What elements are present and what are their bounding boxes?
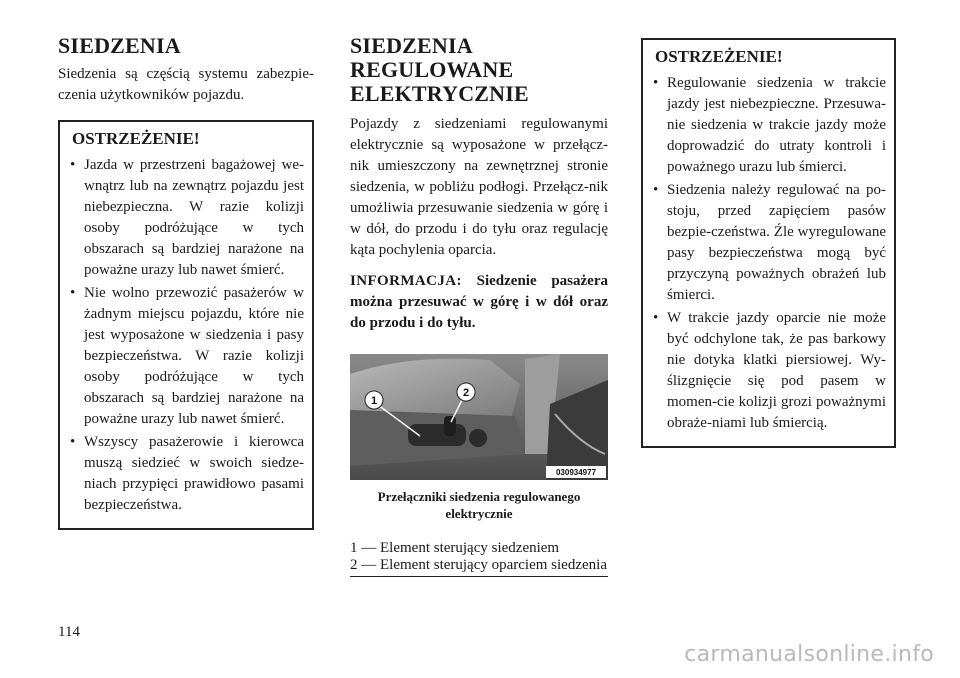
warning-title: OSTRZEŻENIE!: [72, 129, 200, 148]
info-label: INFORMACJA:: [350, 273, 462, 289]
info-text: Siedzenie pasażera można przesuwać w górę i w dół oraz do przodu i do tyłu.: [350, 273, 608, 331]
warning-box-left: [58, 120, 314, 530]
warning-item: • Siedzenia należy regulować na po-stoju, przed zapięciem pasów bezpie-czeństwa. Źle wyregulowane pasy bezpieczeństwa mogą być przyczyną poważnych obrażeń lub śmierci.: [653, 182, 886, 303]
bullet-icon: •: [653, 310, 659, 326]
photo-caption: Przełączniki siedzenia regulowanego elektrycznie: [377, 489, 581, 521]
warning-box-right: [641, 38, 896, 448]
warning-item: • Jazda w przestrzeni bagażowej we-wnątrz lub na zewnątrz pojazdu jest niebezpieczna. W razie kolizji osoby podróżujące w tych obszarach są bardziej narażone na poważne urazy lub nawet śmierć.: [70, 157, 304, 278]
bullet-icon: •: [70, 434, 76, 450]
bullet-icon: •: [653, 75, 659, 91]
warning-list: [68, 155, 304, 516]
section-title-power-seats: SIEDZENIA REGULOWANE ELEKTRYCZNIE: [350, 33, 529, 106]
left-column: [58, 34, 314, 530]
seat-illustration: [350, 354, 608, 480]
warning-list: [651, 73, 886, 434]
image-code: 030934977: [555, 468, 597, 477]
watermark: carmanualsonline.info: [684, 642, 934, 667]
bullet-icon: •: [70, 157, 76, 173]
seats-intro-text: Siedzenia są częścią systemu zabezpie-czenia użytkowników pojazdu.: [58, 66, 314, 103]
callout-1: 1: [370, 395, 378, 407]
page-number: 114: [58, 624, 80, 640]
power-seat-switch-photo: [350, 354, 608, 480]
warning-item: • Regulowanie siedzenia w trakcie jazdy jest niebezpieczne. Przesuwa-nie siedzenia w trakcie jazdy może doprowadzić do utraty kontroli i poważnego urazu lub śmierci.: [653, 75, 886, 175]
bullet-icon: •: [70, 285, 76, 301]
legend-item-1: 1 — Element sterujący siedzeniem: [350, 540, 560, 556]
callout-2: 2: [462, 387, 470, 399]
bullet-icon: •: [653, 182, 659, 198]
legend-item-2: 2 — Element sterujący oparciem siedzenia: [350, 557, 607, 573]
right-column: [641, 38, 896, 448]
warning-item: • Wszyscy pasażerowie i kierowca muszą siedzieć w swoich siedze-niach przypięci prawidłowo pasami bezpieczeństwa.: [70, 434, 304, 513]
warning-title: OSTRZEŻENIE!: [655, 47, 783, 66]
photo-legend: [350, 540, 608, 577]
info-note: [350, 271, 608, 334]
power-seats-intro-text: Pojazdy z siedzeniami regulowanymi elektrycznie są wyposażone w przełącz-nik umieszczony na zewnętrznej stronie siedzenia, w pobliżu podłogi. Przełącz-nik umożliwia przesuwanie siedzenia w górę i w dół, do przodu i do tyłu oraz regulację kąta pochylenia oparcia.: [350, 116, 608, 258]
section-title-seats: SIEDZENIA: [58, 33, 181, 58]
middle-column: [350, 34, 608, 577]
warning-item: • Nie wolno przewozić pasażerów w żadnym miejscu pojazdu, które nie jest wyposażone w siedzenia i pasy bezpieczeństwa. W razie kolizji osoby podróżujące w tych obszarach są bardziej narażone na poważne urazy lub nawet śmierć.: [70, 285, 304, 427]
warning-item: • W trakcie jazdy oparcie nie może być odchylone tak, że pas barkowy nie dotyka klatki piersiowej. Wy-ślizgnięcie się pod pasem w momen-cie kolizji grozi poważnymi obraże-niami lub śmiercią.: [653, 310, 886, 431]
